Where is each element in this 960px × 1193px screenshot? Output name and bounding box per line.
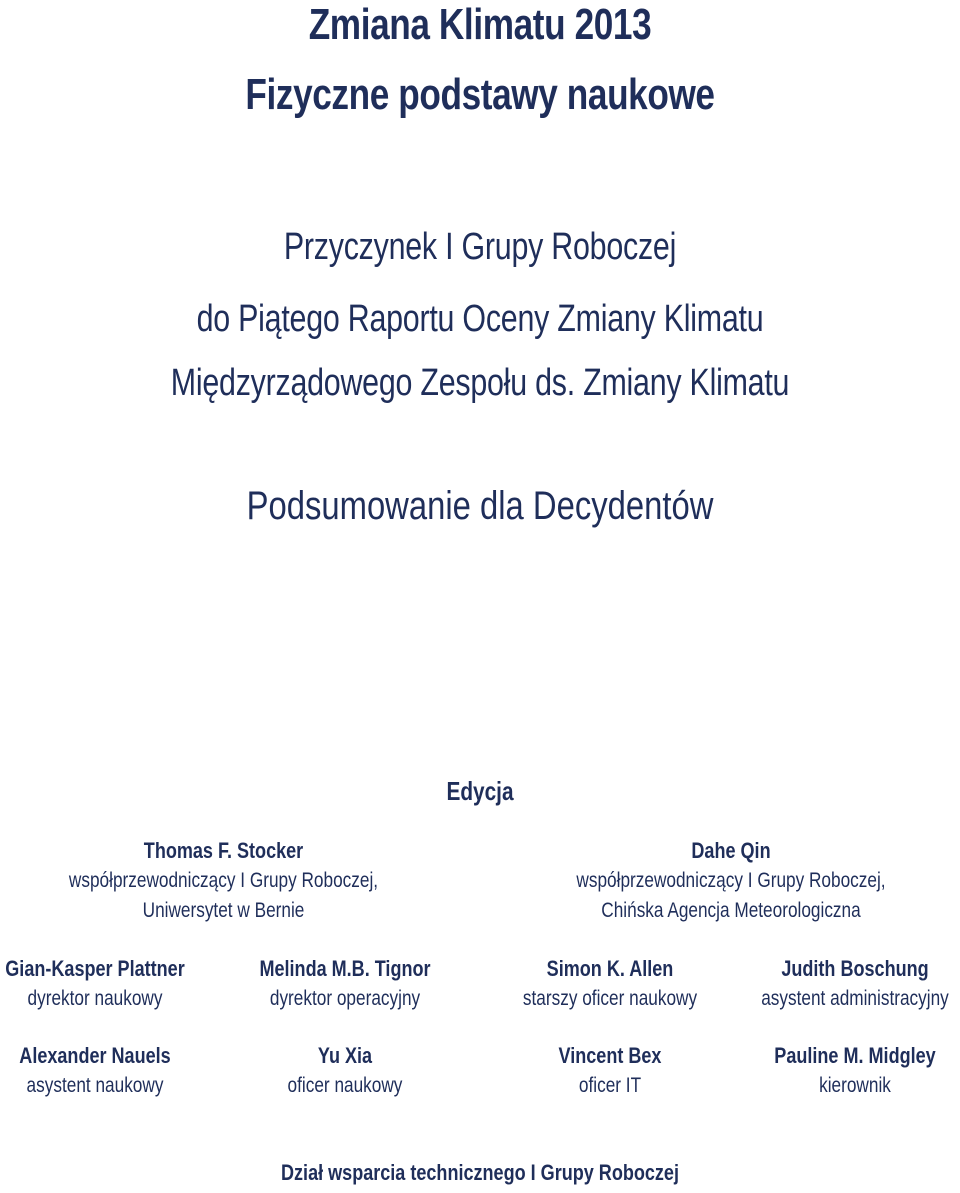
co-chair-affiliation: Uniwersytet w Bernie xyxy=(142,899,305,922)
staff-member xyxy=(490,1041,730,1101)
staff-member xyxy=(735,954,960,1014)
contribution-line-2: do Piątego Raportu Oceny Zmiany Klimatu xyxy=(196,298,764,340)
staff-role: oficer naukowy xyxy=(287,1074,403,1097)
co-chair-affiliation: Chińska Agencja Meteorologiczna xyxy=(601,899,861,922)
staff-member xyxy=(225,1041,465,1101)
contribution-line-3: Międzyrządowego Zespołu ds. Zmiany Klimatu xyxy=(170,362,790,404)
staff-name: Gian-Kasper Plattner xyxy=(5,956,185,981)
staff-member xyxy=(735,1041,960,1101)
document-title: Zmiana Klimatu 2013 xyxy=(308,0,652,49)
co-chair-left xyxy=(0,836,447,926)
technical-support-unit: Dział wsparcia technicznego I Grupy Roboczej xyxy=(281,1160,679,1185)
staff-name: Vincent Bex xyxy=(558,1043,662,1068)
staff-member xyxy=(0,1041,215,1101)
staff-role: oficer IT xyxy=(578,1074,642,1097)
staff-name: Pauline M. Midgley xyxy=(774,1043,936,1068)
co-chair-role: współprzewodniczący I Grupy Roboczej, xyxy=(576,869,886,892)
edition-heading: Edycja xyxy=(446,776,514,806)
staff-role: kierownik xyxy=(819,1074,891,1097)
contribution-line-1: Przyczynek I Grupy Roboczej xyxy=(283,226,677,268)
staff-role: asystent naukowy xyxy=(26,1074,164,1097)
staff-role: asystent administracyjny xyxy=(761,987,949,1010)
staff-member xyxy=(490,954,730,1014)
document-subtitle-main: Fizyczne podstawy naukowe xyxy=(245,70,715,119)
co-chair-right xyxy=(480,836,960,926)
co-chair-role: współprzewodniczący I Grupy Roboczej, xyxy=(68,869,379,892)
staff-role: starszy oficer naukowy xyxy=(522,987,698,1010)
staff-name: Judith Boschung xyxy=(781,956,929,981)
staff-name: Simon K. Allen xyxy=(546,956,674,981)
staff-name: Yu Xia xyxy=(317,1043,373,1068)
staff-member xyxy=(225,954,465,1014)
staff-role: dyrektor naukowy xyxy=(27,987,163,1010)
co-chair-name: Thomas F. Stocker xyxy=(143,838,304,863)
summary-title: Podsumowanie dla Decydentów xyxy=(246,484,714,528)
staff-name: Melinda M.B. Tignor xyxy=(259,956,431,981)
staff-name: Alexander Nauels xyxy=(19,1043,171,1068)
staff-role: dyrektor operacyjny xyxy=(269,987,421,1010)
staff-member xyxy=(0,954,215,1014)
co-chair-name: Dahe Qin xyxy=(691,838,771,863)
